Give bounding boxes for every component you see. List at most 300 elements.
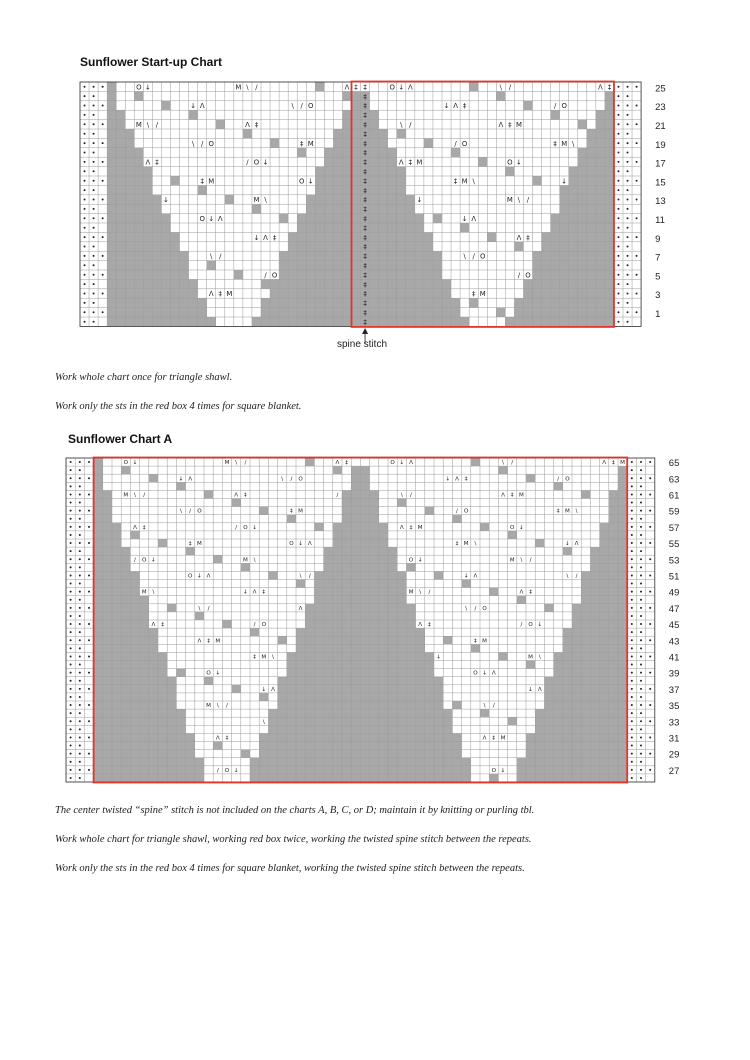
chart-a-edge-dot xyxy=(631,607,633,609)
startup-nostitch-cell xyxy=(261,308,270,317)
chart-a-nostitch-cell xyxy=(305,750,314,758)
chart-a-edge-dot xyxy=(640,745,642,747)
chart-a-nostitch-cell xyxy=(563,709,572,717)
startup-nostitch-cell xyxy=(424,261,433,270)
chart-a-nostitch-cell xyxy=(590,612,599,620)
chart-a-nostitch-cell xyxy=(103,596,112,604)
startup-nostitch-cell xyxy=(451,317,460,326)
chart-a-nostitch-cell xyxy=(103,620,112,628)
chart-a-nostitch-cell xyxy=(333,758,342,766)
chart-a-nostitch-cell xyxy=(434,717,443,725)
chart-a-nostitch-cell xyxy=(618,588,627,596)
startup-edge-dot xyxy=(617,283,619,285)
chart-a-row-label: 49 xyxy=(668,587,680,599)
chart-a-edge-dot xyxy=(70,583,72,585)
chart-a-edge-dot xyxy=(88,736,90,738)
startup-note-square: Work only the sts in the red box 4 times for square blanket. xyxy=(55,401,302,412)
startup-nostitch-cell xyxy=(225,195,234,204)
chart-a-nostitch-cell xyxy=(213,742,222,750)
chart-a-nostitch-cell xyxy=(324,644,333,652)
startup-nostitch-cell xyxy=(542,261,551,270)
startup-stitch-symbol: M xyxy=(307,139,314,148)
chart-a-nostitch-cell xyxy=(452,742,461,750)
startup-nostitch-cell xyxy=(578,289,587,298)
startup-chart-title: Sunflower Start-up Chart xyxy=(80,55,223,69)
chart-a-nostitch-cell xyxy=(94,685,103,693)
chart-a-nostitch-cell xyxy=(324,620,333,628)
startup-nostitch-cell xyxy=(542,289,551,298)
chart-a-nostitch-cell xyxy=(250,628,259,636)
chart-a-nostitch-cell xyxy=(94,742,103,750)
chart-a-edge-dot xyxy=(70,502,72,504)
startup-nostitch-cell xyxy=(342,148,351,157)
chart-a-nostitch-cell xyxy=(130,750,139,758)
chart-a-row-label: 53 xyxy=(668,555,680,567)
chart-a-nostitch-cell xyxy=(397,774,406,782)
chart-a-nostitch-cell xyxy=(296,750,305,758)
startup-edge-dot xyxy=(84,189,86,191)
chart-a-nostitch-cell xyxy=(600,555,609,563)
startup-nostitch-cell xyxy=(297,270,306,279)
chart-a-nostitch-cell xyxy=(94,466,103,474)
startup-edge-dot xyxy=(93,86,95,88)
chart-a-nostitch-cell xyxy=(140,693,149,701)
startup-nostitch-cell xyxy=(578,167,587,176)
chart-a-nostitch-cell xyxy=(324,628,333,636)
startup-nostitch-cell xyxy=(397,204,406,213)
chart-a-nostitch-cell xyxy=(590,766,599,774)
startup-nostitch-cell xyxy=(125,232,134,241)
chart-a-nostitch-cell xyxy=(462,758,471,766)
startup-nostitch-cell xyxy=(551,251,560,260)
chart-a-nostitch-cell xyxy=(397,612,406,620)
chart-a-nostitch-cell xyxy=(498,652,507,660)
chart-a-edge-dot xyxy=(70,566,72,568)
chart-a-nostitch-cell xyxy=(618,482,627,490)
startup-nostitch-cell xyxy=(279,308,288,317)
startup-stitch-symbol: M xyxy=(235,83,242,92)
chart-a-nostitch-cell xyxy=(618,555,627,563)
chart-a-nostitch-cell xyxy=(526,661,535,669)
chart-a-nostitch-cell xyxy=(406,774,415,782)
chart-a-nostitch-cell xyxy=(342,580,351,588)
chart-a-nostitch-cell xyxy=(333,466,342,474)
chart-a-nostitch-cell xyxy=(425,709,434,717)
startup-stitch-symbol: O xyxy=(561,102,567,111)
chart-a-nostitch-cell xyxy=(121,717,130,725)
startup-edge-dot xyxy=(102,105,104,107)
chart-a-nostitch-cell xyxy=(609,661,618,669)
startup-nostitch-cell xyxy=(587,289,596,298)
chart-a-nostitch-cell xyxy=(443,636,452,644)
chart-a-nostitch-cell xyxy=(158,717,167,725)
startup-nostitch-cell xyxy=(125,261,134,270)
startup-nostitch-cell xyxy=(379,279,388,288)
startup-spine-symbol: ‡ xyxy=(363,251,367,261)
startup-nostitch-cell xyxy=(297,251,306,260)
chart-a-edge-dot xyxy=(79,664,81,666)
chart-a-nostitch-cell xyxy=(351,580,360,588)
chart-a-nostitch-cell xyxy=(452,733,461,741)
startup-stitch-symbol: O xyxy=(199,215,205,223)
chart-a-nostitch-cell xyxy=(388,693,397,701)
chart-a-nostitch-cell xyxy=(351,515,360,523)
chart-a-nostitch-cell xyxy=(618,766,627,774)
startup-nostitch-cell xyxy=(342,308,351,317)
startup-nostitch-cell xyxy=(424,298,433,307)
chart-a-edge-dot xyxy=(649,477,651,479)
chart-a-stitch-symbol: ‡ xyxy=(142,524,146,531)
chart-a-edge-dot xyxy=(640,672,642,674)
chart-a-edge-dot xyxy=(640,696,642,698)
startup-nostitch-cell xyxy=(116,129,125,138)
startup-nostitch-cell xyxy=(388,195,397,204)
chart-a-nostitch-cell xyxy=(397,709,406,717)
chart-a-nostitch-cell xyxy=(287,766,296,774)
chart-a-nostitch-cell xyxy=(600,604,609,612)
chart-a-nostitch-cell xyxy=(342,515,351,523)
chart-a-nostitch-cell xyxy=(388,620,397,628)
chart-a-nostitch-cell xyxy=(434,725,443,733)
chart-a-nostitch-cell xyxy=(314,677,323,685)
chart-a-nostitch-cell xyxy=(360,644,369,652)
chart-a-stitch-symbol: ‡ xyxy=(244,492,247,499)
startup-nostitch-cell xyxy=(315,279,324,288)
chart-a-nostitch-cell xyxy=(314,652,323,660)
startup-nostitch-cell xyxy=(514,298,523,307)
startup-edge-dot xyxy=(617,302,619,304)
startup-edge-dot xyxy=(84,199,86,201)
chart-a-nostitch-cell xyxy=(397,766,406,774)
chart-a-nostitch-cell xyxy=(590,652,599,660)
startup-nostitch-cell xyxy=(370,242,379,251)
chart-a-edge-dot xyxy=(79,591,81,593)
startup-nostitch-cell xyxy=(560,308,569,317)
chart-a-stitch-symbol: / xyxy=(492,703,495,710)
startup-spine-symbol: ‡ xyxy=(363,91,367,101)
chart-a-nostitch-cell xyxy=(609,742,618,750)
chart-a-stitch-symbol: ‡ xyxy=(529,589,532,596)
startup-nostitch-cell xyxy=(143,270,152,279)
chart-a-nostitch-cell xyxy=(140,701,149,709)
chart-a-nostitch-cell xyxy=(600,580,609,588)
startup-nostitch-cell xyxy=(143,167,152,176)
chart-a-nostitch-cell xyxy=(416,644,425,652)
chart-a-nostitch-cell xyxy=(554,677,563,685)
chart-a-stitch-symbol: M xyxy=(215,638,221,645)
chart-a-nostitch-cell xyxy=(554,693,563,701)
chart-a-nostitch-cell xyxy=(305,766,314,774)
chart-a-nostitch-cell xyxy=(572,636,581,644)
chart-a-nostitch-cell xyxy=(572,612,581,620)
startup-edge-dot xyxy=(617,114,619,116)
startup-stitch-symbol: ↓ xyxy=(461,215,468,223)
chart-a-edge-dot xyxy=(88,720,90,722)
chart-a-edge-dot xyxy=(640,477,642,479)
chart-a-edge-dot xyxy=(649,672,651,674)
chart-a-nostitch-cell xyxy=(581,725,590,733)
chart-a-nostitch-cell xyxy=(278,774,287,782)
chart-a-nostitch-cell xyxy=(314,620,323,628)
chart-a-nostitch-cell xyxy=(397,571,406,579)
startup-nostitch-cell xyxy=(315,214,324,223)
chart-a-edge-dot xyxy=(640,510,642,512)
chart-a-nostitch-cell xyxy=(351,466,360,474)
chart-a-edge-dot xyxy=(649,688,651,690)
chart-a-nostitch-cell xyxy=(94,596,103,604)
chart-a-nostitch-cell xyxy=(305,612,314,620)
chart-a-nostitch-cell xyxy=(379,669,388,677)
startup-stitch-symbol: Λ xyxy=(407,83,413,92)
chart-a-nostitch-cell xyxy=(94,515,103,523)
chart-a-nostitch-cell xyxy=(379,685,388,693)
chart-a-nostitch-cell xyxy=(397,750,406,758)
chart-a-edge-dot xyxy=(88,510,90,512)
chart-a-nostitch-cell xyxy=(121,725,130,733)
chart-a-nostitch-cell xyxy=(268,758,277,766)
startup-nostitch-cell xyxy=(406,242,415,251)
chart-a-nostitch-cell xyxy=(388,563,397,571)
chart-a-nostitch-cell xyxy=(388,725,397,733)
startup-stitch-symbol: ↓ xyxy=(398,83,405,92)
chart-a-nostitch-cell xyxy=(581,758,590,766)
startup-chart xyxy=(80,82,680,328)
startup-nostitch-cell xyxy=(125,270,134,279)
chart-a-nostitch-cell xyxy=(590,677,599,685)
chart-a-stitch-symbol: M xyxy=(242,557,248,564)
startup-nostitch-cell xyxy=(333,289,342,298)
chart-a-nostitch-cell xyxy=(342,750,351,758)
chart-a-nostitch-cell xyxy=(94,523,103,531)
chart-a-edge-dot xyxy=(631,704,633,706)
startup-nostitch-cell xyxy=(324,270,333,279)
chart-a-stitch-symbol: \ xyxy=(474,541,477,548)
chart-a-edge-dot xyxy=(70,736,72,738)
chart-a-edge-dot xyxy=(79,631,81,633)
chart-a-edge-dot xyxy=(631,720,633,722)
chart-a-nostitch-cell xyxy=(94,677,103,685)
chart-a-nostitch-cell xyxy=(158,774,167,782)
chart-a-nostitch-cell xyxy=(379,717,388,725)
chart-a-nostitch-cell xyxy=(618,693,627,701)
chart-a-nostitch-cell xyxy=(600,644,609,652)
startup-nostitch-cell xyxy=(605,308,614,317)
startup-nostitch-cell xyxy=(152,261,161,270)
chart-a-nostitch-cell xyxy=(370,596,379,604)
chart-a-nostitch-cell xyxy=(618,701,627,709)
chart-a-nostitch-cell xyxy=(370,580,379,588)
chart-a-nostitch-cell xyxy=(360,580,369,588)
chart-a-nostitch-cell xyxy=(130,733,139,741)
chart-a-edge-dot xyxy=(631,696,633,698)
chart-a-nostitch-cell xyxy=(305,652,314,660)
startup-stitch-symbol: \ xyxy=(191,139,195,148)
chart-a-stitch-symbol: \ xyxy=(262,719,265,726)
chart-a-nostitch-cell xyxy=(130,604,139,612)
chart-a-nostitch-cell xyxy=(314,758,323,766)
chart-a-stitch-symbol: ↓ xyxy=(565,541,570,548)
chart-a-nostitch-cell xyxy=(544,774,553,782)
chart-a-nostitch-cell xyxy=(370,733,379,741)
chart-a-edge-dot xyxy=(640,777,642,779)
chart-a-nostitch-cell xyxy=(581,644,590,652)
chart-a-nostitch-cell xyxy=(121,580,130,588)
chart-a-nostitch-cell xyxy=(517,758,526,766)
chart-a-nostitch-cell xyxy=(287,652,296,660)
startup-nostitch-cell xyxy=(161,223,170,232)
chart-a-stitch-symbol: ‡ xyxy=(492,735,496,742)
chart-a-edge-dot xyxy=(70,591,72,593)
startup-nostitch-cell xyxy=(143,204,152,213)
chart-a-nostitch-cell xyxy=(94,539,103,547)
startup-nostitch-cell xyxy=(505,317,514,326)
startup-nostitch-cell xyxy=(134,242,143,251)
startup-nostitch-cell xyxy=(297,261,306,270)
startup-edge-dot xyxy=(84,180,86,182)
chart-a-edge-dot xyxy=(631,542,633,544)
chart-a-nostitch-cell xyxy=(333,742,342,750)
chart-a-nostitch-cell xyxy=(406,701,415,709)
chart-a-nostitch-cell xyxy=(333,612,342,620)
chart-a-nostitch-cell xyxy=(498,466,507,474)
startup-stitch-symbol: Λ xyxy=(208,290,214,299)
startup-nostitch-cell xyxy=(306,232,315,241)
chart-a-nostitch-cell xyxy=(572,685,581,693)
startup-edge-dot xyxy=(93,161,95,163)
startup-nostitch-cell xyxy=(578,317,587,326)
chart-a-nostitch-cell xyxy=(94,733,103,741)
chart-a-nostitch-cell xyxy=(186,733,195,741)
chart-a-nostitch-cell xyxy=(121,571,130,579)
chart-a-nostitch-cell xyxy=(379,580,388,588)
chart-a-nostitch-cell xyxy=(581,677,590,685)
startup-nostitch-cell xyxy=(125,148,134,157)
startup-nostitch-cell xyxy=(523,279,532,288)
startup-stitch-symbol: ‡ xyxy=(526,233,530,242)
chart-a-nostitch-cell xyxy=(471,644,480,652)
chart-a-nostitch-cell xyxy=(554,685,563,693)
chart-a-nostitch-cell xyxy=(186,750,195,758)
startup-nostitch-cell xyxy=(605,91,614,100)
chart-a-stitch-symbol: M xyxy=(620,460,626,467)
startup-nostitch-cell xyxy=(569,289,578,298)
chart-a-nostitch-cell xyxy=(370,555,379,563)
chart-a-nostitch-cell xyxy=(268,733,277,741)
startup-nostitch-cell xyxy=(116,138,125,147)
chart-a-nostitch-cell xyxy=(94,571,103,579)
chart-a-nostitch-cell xyxy=(121,555,130,563)
chart-a-nostitch-cell xyxy=(112,620,121,628)
startup-nostitch-cell xyxy=(442,308,451,317)
startup-nostitch-cell xyxy=(460,317,469,326)
chart-a-edge-dot xyxy=(640,493,642,495)
startup-row-label: 25 xyxy=(655,83,666,95)
startup-nostitch-cell xyxy=(171,242,180,251)
chart-a-nostitch-cell xyxy=(324,636,333,644)
chart-a-stitch-symbol: ‡ xyxy=(207,638,210,645)
startup-nostitch-cell xyxy=(424,242,433,251)
chart-a-stitch-symbol: M xyxy=(196,541,202,548)
chart-a-row-label: 57 xyxy=(668,522,680,534)
chart-a-edge-dot xyxy=(79,542,81,544)
startup-nostitch-cell xyxy=(333,138,342,147)
chart-a-nostitch-cell xyxy=(388,709,397,717)
startup-edge-dot xyxy=(617,123,619,125)
startup-nostitch-cell xyxy=(551,110,560,119)
chart-a-edge-dot xyxy=(649,510,651,512)
startup-nostitch-cell xyxy=(171,232,180,241)
chart-a-nostitch-cell xyxy=(130,725,139,733)
chart-a-nostitch-cell xyxy=(590,580,599,588)
chart-a-nostitch-cell xyxy=(167,766,176,774)
chart-a-nostitch-cell xyxy=(333,563,342,571)
chart-a-stitch-symbol: / xyxy=(474,605,477,612)
startup-nostitch-cell xyxy=(352,298,361,307)
startup-nostitch-cell xyxy=(207,261,216,270)
chart-a-nostitch-cell xyxy=(370,677,379,685)
chart-a-nostitch-cell xyxy=(489,588,498,596)
startup-nostitch-cell xyxy=(379,223,388,232)
chart-a-nostitch-cell xyxy=(590,547,599,555)
chart-a-stitch-symbol: M xyxy=(224,460,230,467)
chart-a-nostitch-cell xyxy=(324,596,333,604)
startup-nostitch-cell xyxy=(415,242,424,251)
startup-nostitch-cell xyxy=(270,289,279,298)
startup-nostitch-cell xyxy=(288,279,297,288)
chart-a-edge-dot xyxy=(640,574,642,576)
chart-a-stitch-symbol: ‡ xyxy=(510,492,514,499)
startup-nostitch-cell xyxy=(596,298,605,307)
chart-a-nostitch-cell xyxy=(268,709,277,717)
chart-a-edge-dot xyxy=(79,672,81,674)
startup-edge-dot xyxy=(617,217,619,219)
chart-a-nostitch-cell xyxy=(287,661,296,669)
chart-a-edge-dot xyxy=(649,655,651,657)
chart-a-nostitch-cell xyxy=(94,620,103,628)
chart-a-nostitch-cell xyxy=(554,669,563,677)
startup-nostitch-cell xyxy=(342,232,351,241)
startup-nostitch-cell xyxy=(134,270,143,279)
startup-nostitch-cell xyxy=(324,298,333,307)
chart-a-nostitch-cell xyxy=(554,742,563,750)
chart-a-nostitch-cell xyxy=(388,766,397,774)
startup-nostitch-cell xyxy=(152,195,161,204)
chart-a-edge-dot xyxy=(631,631,633,633)
startup-nostitch-cell xyxy=(370,110,379,119)
chart-a-nostitch-cell xyxy=(581,571,590,579)
chart-a-edge-dot xyxy=(88,591,90,593)
startup-nostitch-cell xyxy=(379,185,388,194)
startup-nostitch-cell xyxy=(171,261,180,270)
startup-nostitch-cell xyxy=(306,308,315,317)
chart-a-nostitch-cell xyxy=(370,758,379,766)
chart-a-nostitch-cell xyxy=(324,750,333,758)
startup-nostitch-cell xyxy=(469,298,478,307)
chart-a-nostitch-cell xyxy=(618,636,627,644)
chart-a-nostitch-cell xyxy=(618,742,627,750)
chart-a-edge-dot xyxy=(70,485,72,487)
startup-stitch-symbol: M xyxy=(253,196,260,205)
startup-edge-dot xyxy=(636,123,638,125)
startup-edge-dot xyxy=(627,170,629,172)
chart-a-nostitch-cell xyxy=(600,588,609,596)
startup-nostitch-cell xyxy=(460,223,469,232)
startup-nostitch-cell xyxy=(551,317,560,326)
chart-a-nostitch-cell xyxy=(360,555,369,563)
chart-a-nostitch-cell xyxy=(554,652,563,660)
chart-a-nostitch-cell xyxy=(370,539,379,547)
startup-nostitch-cell xyxy=(542,279,551,288)
